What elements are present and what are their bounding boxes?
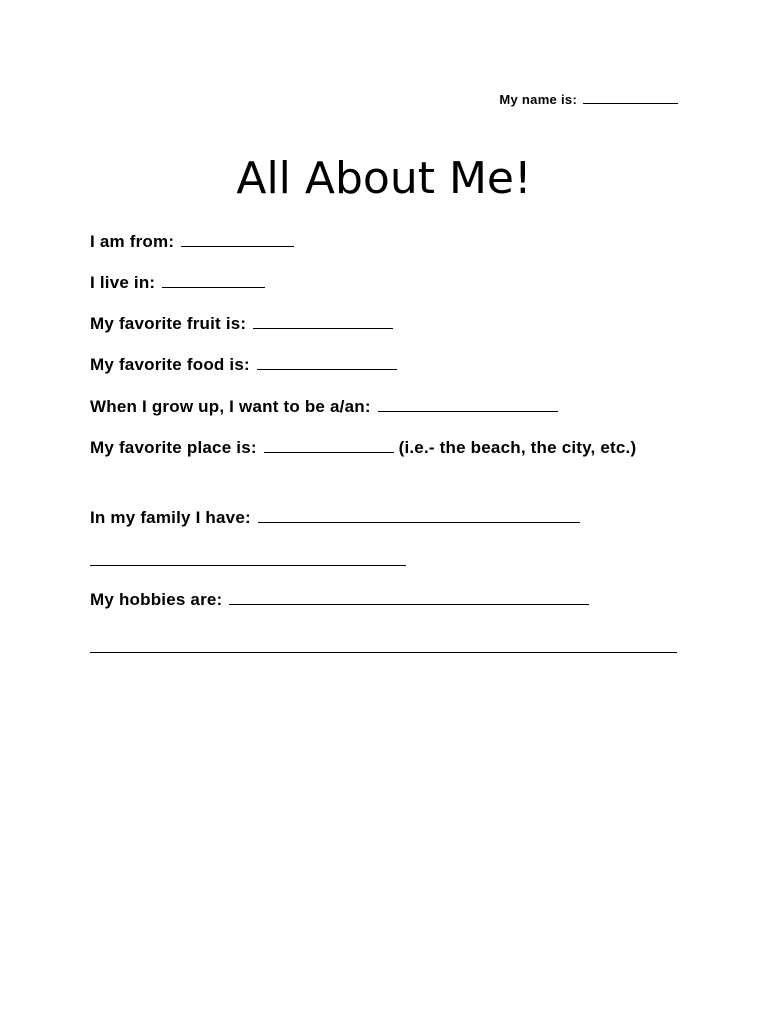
family-blank[interactable] xyxy=(258,508,580,523)
family-blank-continued[interactable] xyxy=(90,565,406,566)
from-blank[interactable] xyxy=(181,232,294,247)
prompt-food xyxy=(90,355,397,375)
prompt-grow-up-label: When I grow up, I want to be a/an: xyxy=(90,397,371,416)
hobbies-blank[interactable] xyxy=(229,590,589,605)
prompt-live-label: I live in: xyxy=(90,273,156,292)
food-blank[interactable] xyxy=(257,355,397,370)
name-line xyxy=(499,92,678,107)
name-blank[interactable] xyxy=(583,93,678,104)
hobbies-blank-continued[interactable] xyxy=(90,652,677,653)
fruit-blank[interactable] xyxy=(253,314,393,329)
name-label: My name is: xyxy=(499,92,578,107)
prompt-family xyxy=(90,508,580,528)
grow-up-blank[interactable] xyxy=(378,397,558,412)
prompt-hobbies-label: My hobbies are: xyxy=(90,590,223,609)
prompt-fruit-label: My favorite fruit is: xyxy=(90,314,247,333)
prompt-from-label: I am from: xyxy=(90,232,175,251)
prompt-family-label: In my family I have: xyxy=(90,508,251,527)
prompt-place xyxy=(90,434,680,462)
live-blank[interactable] xyxy=(162,273,265,288)
prompt-place-hint: (i.e.- the beach, the city, etc.) xyxy=(398,438,637,457)
prompt-food-label: My favorite food is: xyxy=(90,355,250,374)
page-title: All About Me! xyxy=(236,153,532,204)
place-blank[interactable] xyxy=(264,438,394,453)
prompt-place-label: My favorite place is: xyxy=(90,438,257,457)
prompt-live xyxy=(90,273,265,293)
prompt-grow-up xyxy=(90,397,558,417)
prompt-from xyxy=(90,232,294,252)
prompt-fruit xyxy=(90,314,393,334)
prompt-hobbies xyxy=(90,590,589,610)
